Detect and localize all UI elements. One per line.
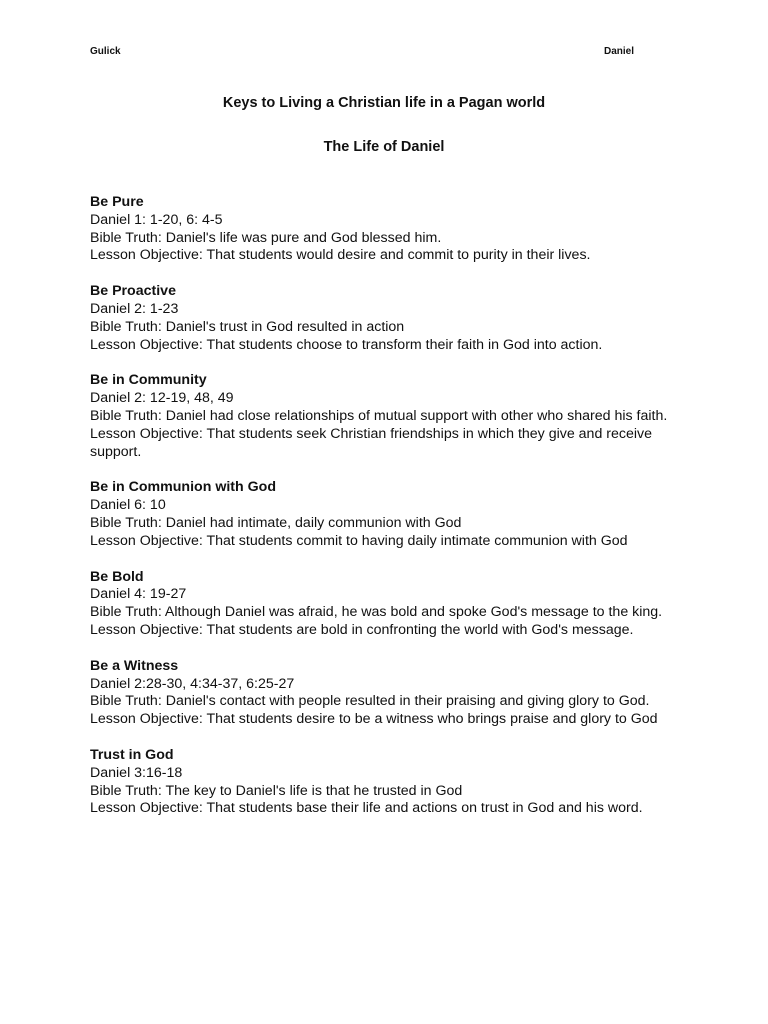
section-heading: Be in Community: [90, 372, 207, 389]
scripture-reference: Daniel 2: 1-23: [90, 300, 179, 317]
section-heading: Be Bold: [90, 568, 144, 585]
bible-truth: Bible Truth: Daniel's trust in God resulted in action: [90, 318, 405, 335]
lesson-list: [90, 194, 690, 836]
document-subtitle: The Life of Daniel: [323, 139, 445, 155]
bible-truth: Bible Truth: Although Daniel was afraid, he was bold and spoke God's message to the king.: [90, 604, 663, 621]
lesson-objective: Lesson Objective: That students seek Christian friendships in which they give and receive support.: [90, 425, 653, 460]
lesson-section: [90, 479, 690, 550]
lesson-objective: Lesson Objective: That students base their life and actions on trust in God and his word.: [90, 800, 643, 817]
lesson-section: [90, 283, 690, 354]
bible-truth: Bible Truth: Daniel had intimate, daily communion with God: [90, 514, 462, 531]
bible-truth: Bible Truth: Daniel had close relationships of mutual support with other who shared his faith.: [90, 407, 668, 424]
bible-truth: Bible Truth: The key to Daniel's life is that he trusted in God: [90, 782, 463, 799]
header-topic: Daniel: [604, 46, 635, 57]
section-heading: Be a Witness: [90, 657, 179, 674]
lesson-objective: Lesson Objective: That students choose to transform their faith in God into action.: [90, 336, 603, 353]
scripture-reference: Daniel 1: 1-20, 6: 4-5: [90, 211, 223, 228]
section-heading: Trust in God: [90, 746, 174, 763]
scripture-reference: Daniel 2:28-30, 4:34-37, 6:25-27: [90, 675, 295, 692]
bible-truth: Bible Truth: Daniel's contact with people resulted in their praising and giving glory to God.: [90, 693, 650, 710]
scripture-reference: Daniel 4: 19-27: [90, 586, 187, 603]
section-heading: Be Pure: [90, 194, 144, 210]
lesson-section: [90, 569, 690, 640]
lesson-objective: Lesson Objective: That students commit to having daily intimate communion with God: [90, 532, 628, 549]
lesson-section: [90, 194, 690, 265]
lesson-objective: Lesson Objective: That students are bold in confronting the world with God's message.: [90, 621, 634, 638]
section-heading: Be in Communion with God: [90, 479, 276, 496]
scripture-reference: Daniel 2: 12-19, 48, 49: [90, 390, 234, 407]
lesson-section: [90, 658, 690, 729]
section-heading: Be Proactive: [90, 283, 176, 300]
lesson-objective: Lesson Objective: That students would desire and commit to purity in their lives.: [90, 247, 591, 264]
lesson-section: [90, 747, 690, 818]
document-title: Keys to Living a Christian life in a Pagan world: [222, 95, 546, 111]
lesson-section: [90, 372, 690, 461]
scripture-reference: Daniel 3:16-18: [90, 764, 183, 781]
lesson-objective: Lesson Objective: That students desire to be a witness who brings praise and glory to God: [90, 711, 658, 728]
bible-truth: Bible Truth: Daniel's life was pure and God blessed him.: [90, 229, 442, 246]
header-author: Gulick: [90, 46, 121, 57]
scripture-reference: Daniel 6: 10: [90, 497, 166, 514]
